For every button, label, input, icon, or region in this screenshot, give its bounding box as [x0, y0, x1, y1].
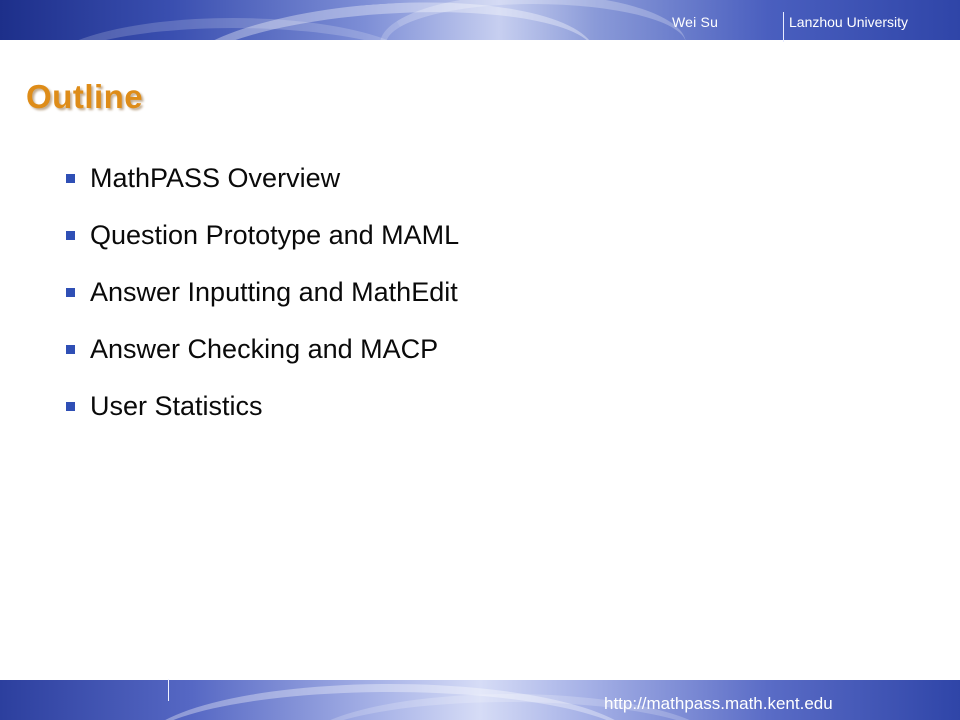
bullet-item — [66, 207, 459, 264]
bullet-item — [66, 321, 459, 378]
footer-url-link[interactable]: http://mathpass.math.kent.edu — [604, 694, 833, 713]
square-bullet-icon — [66, 288, 75, 297]
square-bullet-icon — [66, 231, 75, 240]
square-bullet-icon — [66, 345, 75, 354]
bullet-text: User Statistics — [90, 391, 263, 421]
slide-title: Outline — [26, 78, 144, 115]
bullet-item — [66, 264, 459, 321]
bullet-text: Question Prototype and MAML — [90, 220, 460, 250]
bullet-text: MathPASS Overview — [90, 163, 341, 193]
bullet-item — [66, 150, 459, 207]
bullet-text: Answer Inputting and MathEdit — [90, 277, 458, 307]
bullet-item — [66, 378, 459, 435]
header-author: Wei Su — [672, 14, 719, 30]
bullet-list — [66, 150, 459, 435]
bullet-text: Answer Checking and MACP — [90, 334, 439, 364]
header-divider — [783, 12, 784, 42]
square-bullet-icon — [66, 174, 75, 183]
footer-divider — [168, 679, 169, 701]
header-organization: Lanzhou University — [789, 14, 909, 30]
square-bullet-icon — [66, 402, 75, 411]
